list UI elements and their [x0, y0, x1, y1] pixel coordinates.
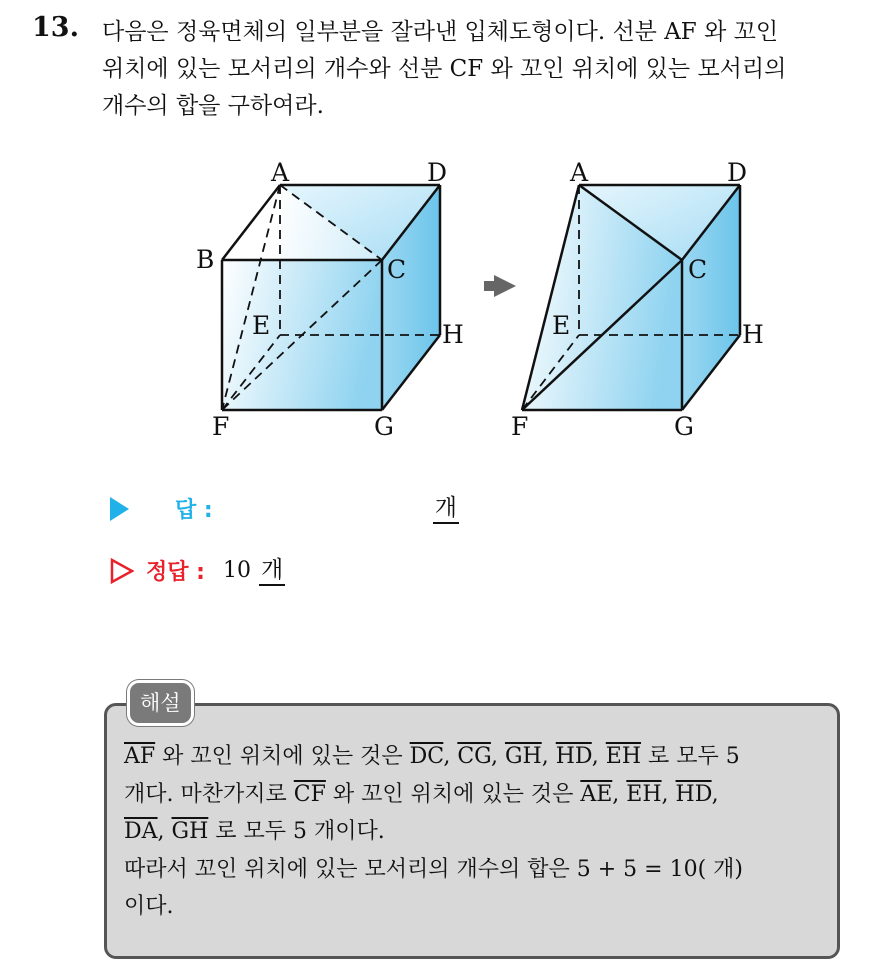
edge: $\overline{CG}$	[457, 744, 491, 769]
edge: $\overline{GH}$	[504, 744, 542, 769]
edge: $\overline{AE}$	[580, 781, 613, 807]
solution-line-2: 개다. 마찬가지로 $\overline{CF}$ 와 꼬인 위치에 있는 것은 $\overline{AE}$, $\overline{EH}$, $\overline{HD}$,	[124, 781, 719, 807]
solution-text	[124, 738, 829, 926]
correct-answer-row	[110, 555, 285, 586]
right-solid	[511, 158, 764, 441]
answer-row	[110, 493, 459, 524]
answer-label: 답 :	[175, 498, 213, 523]
outline-triangle-icon	[110, 558, 134, 584]
solution-tag: 해설	[127, 680, 194, 726]
right-label-D: D	[727, 158, 748, 187]
edge: $\overline{DC}$	[409, 744, 444, 769]
question-line: 개수의 합을 구하여라.	[102, 93, 324, 119]
segment-CF: $\overline{CF}$	[293, 781, 326, 807]
right-label-E: E	[552, 311, 571, 340]
left-label-A: A	[271, 158, 290, 187]
correct-value: 10	[222, 558, 251, 583]
solution-line-4: 따라서 꼬인 위치에 있는 모서리의 개수의 합은 5 + 5 = 10( 개)	[124, 856, 743, 882]
correct-label: 정답 :	[146, 560, 205, 585]
left-label-H: H	[442, 320, 464, 349]
left-label-G: G	[374, 412, 394, 441]
right-label-G: G	[674, 412, 694, 441]
left-solid	[196, 158, 464, 441]
solution-text-fragment: 로 모두 5 개이다.	[208, 819, 385, 844]
solution-text-fragment: 개다. 마찬가지로	[124, 781, 294, 807]
solution-line-3: $\overline{DA}$, $\overline{GH}$ 로 모두 5 개이다.	[124, 819, 385, 844]
left-label-E: E	[252, 311, 271, 340]
right-label-C: C	[688, 255, 708, 284]
left-label-B: B	[196, 245, 215, 274]
edge: $\overline{HD}$	[555, 744, 592, 769]
solution-line-5: 이다.	[124, 894, 174, 919]
filled-triangle-icon	[110, 497, 129, 521]
right-label-F: F	[511, 412, 529, 441]
solution-line-1: $\overline{AF}$ 와 꼬인 위치에 있는 것은 $\overline{DC}$, $\overline{CG}$, $\overline{GH}$, $\overline{HD}$, $\overline{EH}$ 로 모두 5	[124, 744, 740, 769]
right-label-A: A	[570, 158, 589, 187]
edge: $\overline{HD}$	[675, 781, 712, 807]
solution-text-fragment: 로 모두 5	[641, 744, 740, 769]
edge: $\overline{GH}$	[171, 819, 209, 844]
right-arrow-icon	[484, 275, 516, 297]
left-label-C: C	[387, 255, 407, 284]
left-label-D: D	[427, 158, 448, 187]
left-label-F: F	[212, 412, 230, 441]
question-number: 13.	[32, 12, 79, 43]
right-label-H: H	[742, 320, 764, 349]
solution-text-fragment: 와 꼬인 위치에 있는 것은	[325, 781, 581, 807]
correct-unit: 개	[259, 556, 285, 586]
edge: $\overline{EH}$	[605, 744, 642, 769]
question-line: 위치에 있는 모서리의 개수와 선분 CF 와 꼬인 위치에 있는 모서리의	[102, 56, 787, 82]
question-line: 다음은 정육면체의 일부분을 잘라낸 입체도형이다. 선분 AF 와 꼬인	[102, 19, 779, 45]
cube-figure	[0, 0, 884, 470]
segment-AF: $\overline{AF}$	[124, 744, 156, 769]
edge: $\overline{DA}$	[124, 819, 158, 844]
edge: $\overline{EH}$	[626, 781, 662, 807]
solution-text-fragment: 와 꼬인 위치에 있는 것은	[155, 744, 410, 769]
answer-unit: 개	[433, 494, 459, 524]
